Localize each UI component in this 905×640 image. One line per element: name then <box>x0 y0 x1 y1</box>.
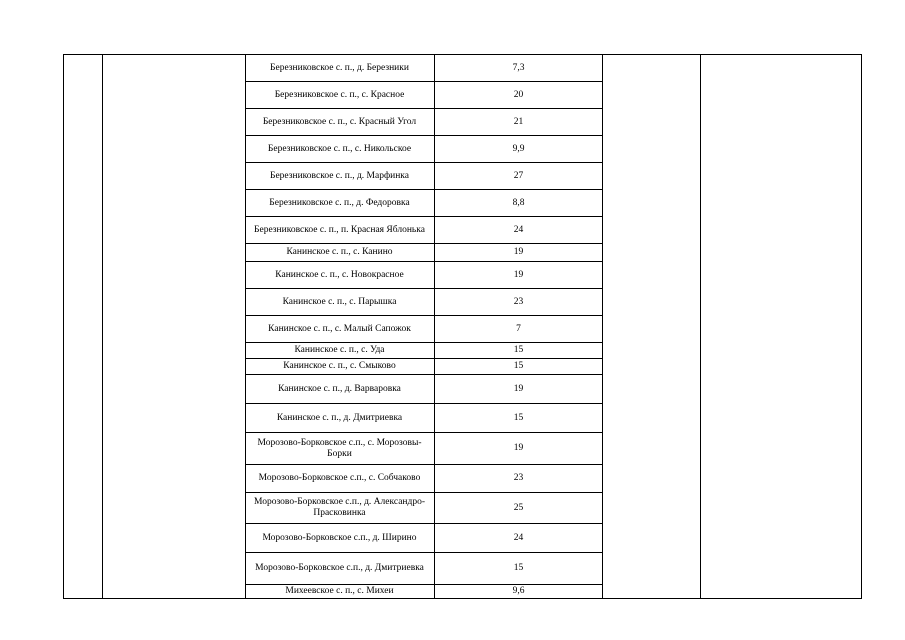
value-cell: 15 <box>513 563 524 573</box>
column-divider <box>102 54 103 599</box>
column-divider <box>700 54 701 599</box>
value-cell: 7 <box>516 323 521 334</box>
settlement-cell: Канинское с. п., с. Канино <box>286 247 393 257</box>
settlement-cell: Канинское с. п., д. Варваровка <box>278 383 401 394</box>
value-cell: 15 <box>513 345 524 355</box>
value-cell: 9,6 <box>512 586 525 596</box>
table-bottom-border <box>63 598 862 599</box>
settlement-cell: Морозово-Борковское с.п., с. Собчаково <box>258 473 421 483</box>
settlement-cell: Березниковское с. п., п. Красная Яблонька <box>254 224 425 235</box>
settlement-cell: Канинское с. п., д. Дмитриевка <box>276 412 403 423</box>
value-cell: 7,3 <box>512 62 525 73</box>
settlement-cell: Канинское с. п., с. Новокрасное <box>275 269 404 280</box>
value-cell: 23 <box>513 473 524 483</box>
value-cell: 23 <box>513 296 524 307</box>
column-divider <box>861 54 862 599</box>
value-cell: 20 <box>513 89 524 100</box>
value-cell: 27 <box>513 170 524 181</box>
settlement-cell: Березниковское с. п., с. Красное <box>274 89 405 100</box>
value-cell: 24 <box>513 532 524 543</box>
value-cell: 8,8 <box>512 197 525 208</box>
value-cell: 21 <box>513 116 524 127</box>
settlement-cell: Михеевское с. п., с. Михеи <box>285 586 394 596</box>
settlement-cell: Морозово-Борковское с.п., д. Дмитриевка <box>255 563 424 573</box>
settlement-cell: Березниковское с. п., с. Красный Угол <box>262 116 417 127</box>
value-cell: 25 <box>513 502 524 513</box>
settlement-cell: Канинское с. п., с. Малый Сапожок <box>268 323 411 334</box>
settlement-cell: Морозово-Борковское с.п., д. Ширино <box>262 532 417 543</box>
value-cell: 19 <box>513 443 524 453</box>
value-cell: 19 <box>513 269 524 280</box>
value-cell: 15 <box>513 361 524 371</box>
settlement-cell: Морозово-Борковское с.п., д. Александро-Прасковинка <box>253 497 426 518</box>
settlement-cell: Канинское с. п., с. Уда <box>294 345 385 355</box>
settlement-cell: Березниковское с. п., д. Марфинка <box>270 170 409 181</box>
settlement-cell: Березниковское с. п., д. Березники <box>270 62 409 73</box>
settlement-cell: Березниковское с. п., д. Федоровка <box>269 197 410 208</box>
value-cell: 15 <box>513 412 524 423</box>
value-cell: 19 <box>513 383 524 394</box>
settlement-cell: Канинское с. п., с. Смыково <box>283 361 396 371</box>
value-cell: 19 <box>513 247 524 257</box>
value-cell: 24 <box>513 224 524 235</box>
column-divider <box>63 54 64 599</box>
value-cell: 9,9 <box>512 143 525 154</box>
settlement-cell: Березниковское с. п., с. Никольское <box>267 143 412 154</box>
settlement-cell: Канинское с. п., с. Парышка <box>282 296 397 307</box>
settlement-cell: Морозово-Борковское с.п., с. Морозовы-Борки <box>257 437 422 459</box>
